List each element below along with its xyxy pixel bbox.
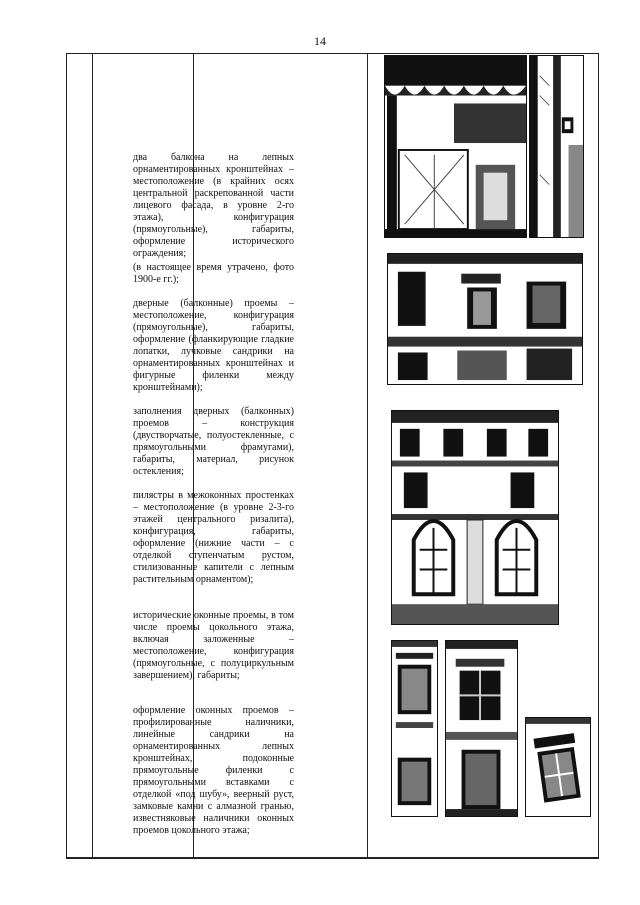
paragraph-door-fillings: заполнения дверных (балконных) проемов – конструкция (двустворчатые, полуостекленные, с прямоугольными фрамугами), габариты, материал, рисунок остекления; — [133, 406, 294, 477]
balcony-photo-historic — [384, 55, 527, 238]
paragraph-door-openings: дверные (балконные) проемы – местоположение, конфигурация (прямоугольные), габариты, оформление (фланкирующие гладкие лопатки, лучковые сандрики на орнаментированных кронштейнах и фигурные филенки между кронштейнами); — [133, 298, 294, 393]
column-divider — [92, 54, 93, 858]
window-detail-photo-3 — [525, 717, 591, 817]
column-divider — [367, 54, 368, 858]
facade-corner-photo — [529, 55, 584, 238]
row-divider — [67, 857, 598, 858]
paragraph-window-openings: исторические оконные проемы, в том числе проемы цокольного этажа, включая заложенные – местоположение, конфигурация (прямоугольные, с полуциркульным завершением), габариты; — [133, 610, 294, 681]
window-detail-photo-1 — [391, 640, 438, 817]
page-number: 14 — [314, 34, 326, 48]
window-detail-photo-2 — [445, 640, 518, 817]
paragraph-pilasters: пилястры в межоконных простенках – местоположение (в уровне 2-3-го этажей центрального ризалита), конфигурация, габариты, оформление (нижние части – с отделкой ступенчатым рустом, стилизованные капители с лепным растительным орнаментом); — [133, 490, 294, 585]
central-risalit-photo — [391, 410, 559, 625]
paragraph-balconies: два балкона на лепных орнаментированных кронштейнах – местоположение (в крайних осях центральной раскрепованной части лицевого фасада, в уровне 2-го этажа), конфигурация (прямоугольные), габариты, оформление исторического ограждения; — [133, 152, 294, 259]
balcony-doors-photo — [387, 253, 583, 385]
paragraph-window-decoration: оформление оконных проемов – профилированные наличники, линейные сандрики на орнаментированных лепных кронштейнах, подоконные прямоугольные филенки с прямоугольными вставками с отделкой «под шубу», веерный руст, замковые камни с алмазной гранью, известняковые наличники оконных проемов цокольного этажа; — [133, 705, 294, 836]
paragraph-lost-note: (в настоящее время утрачено, фото 1900-е гг.); — [133, 262, 294, 285]
